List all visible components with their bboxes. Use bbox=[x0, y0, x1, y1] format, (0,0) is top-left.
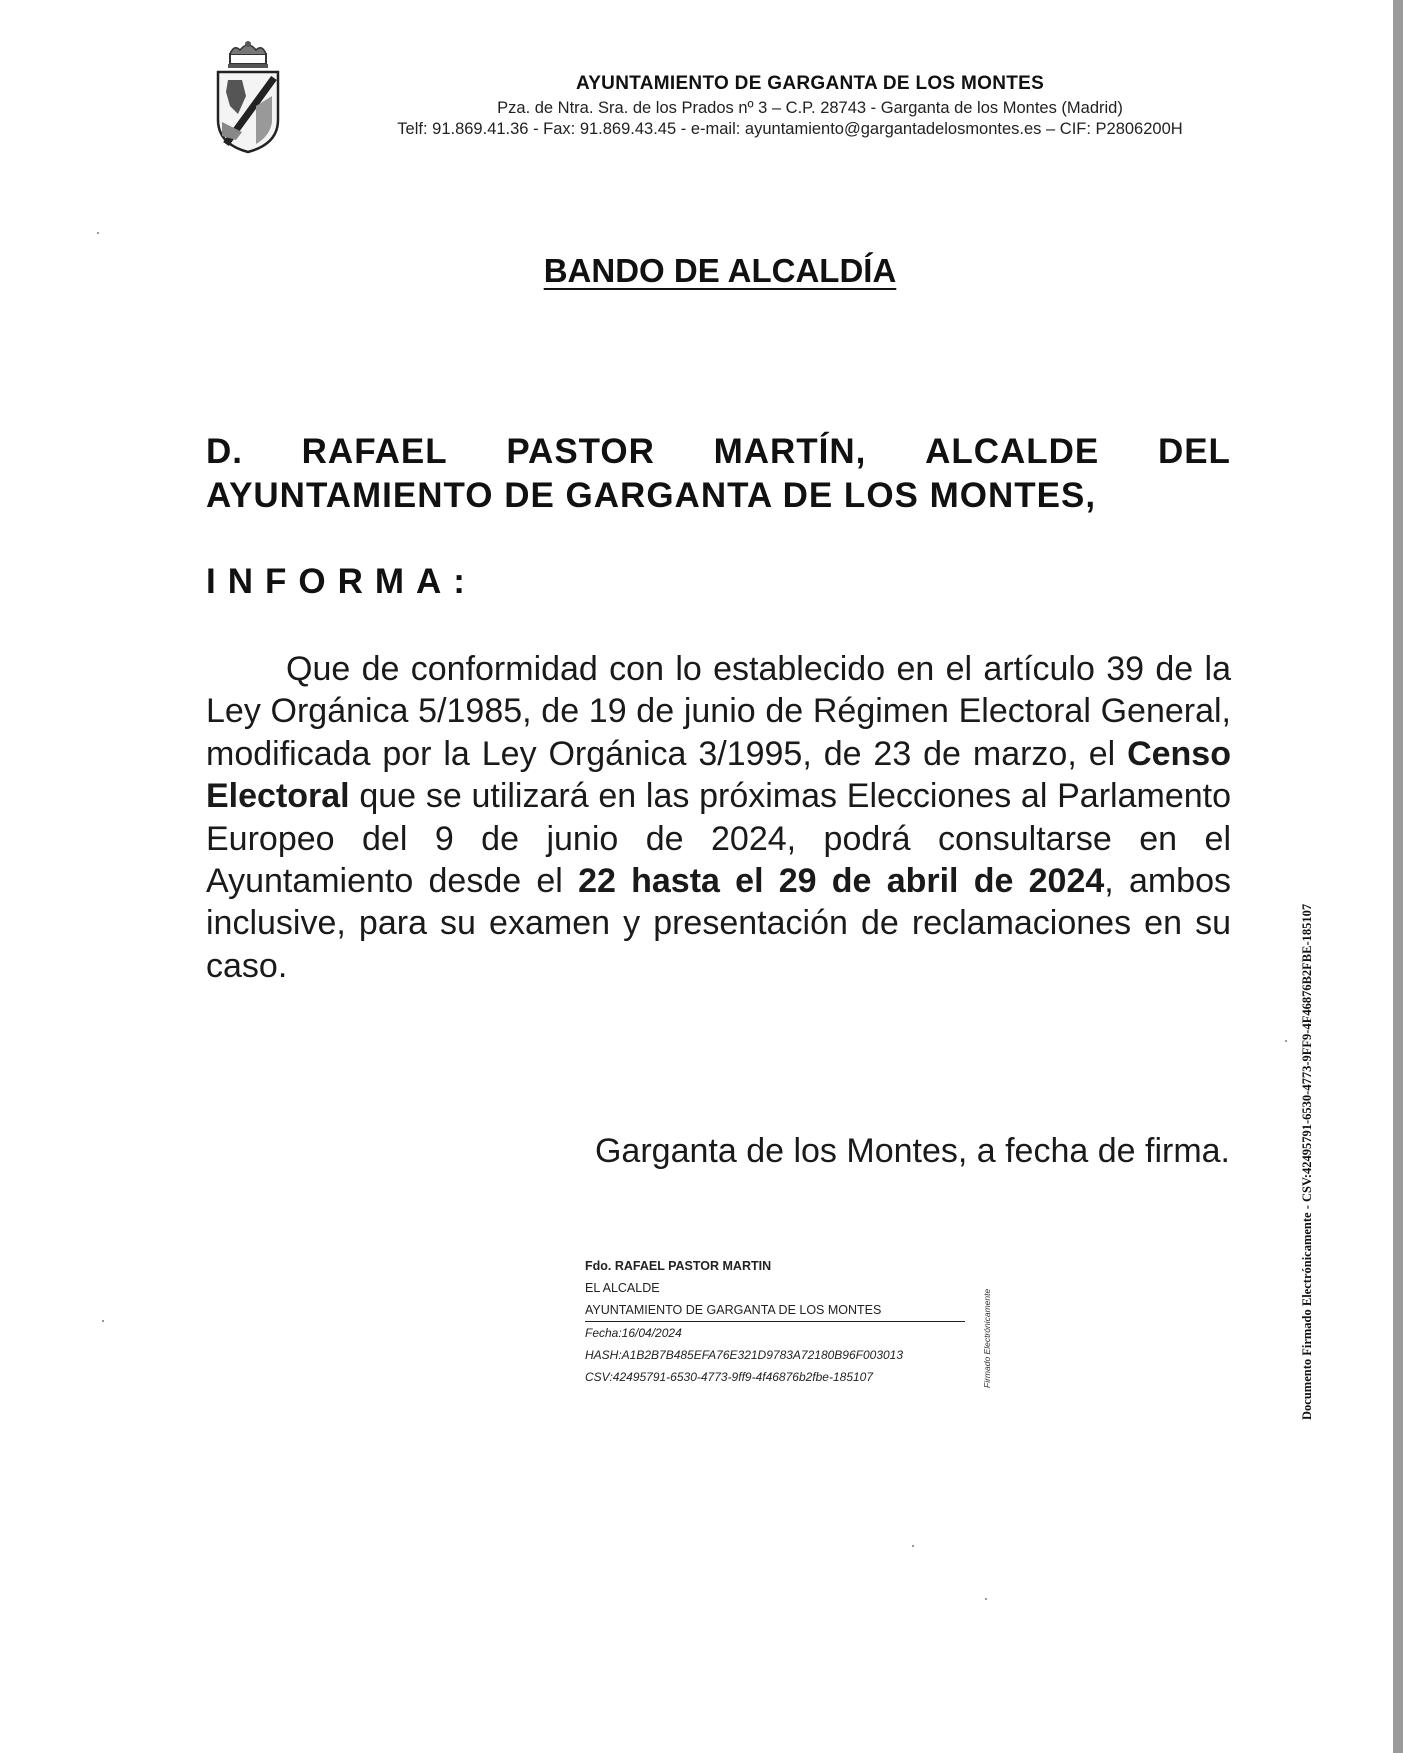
header-address: Pza. de Ntra. Sra. de los Prados nº 3 – C.P. 28743 - Garganta de los Montes (Madrid) bbox=[497, 99, 1123, 117]
coat-of-arms-logo bbox=[212, 40, 284, 156]
body-text-part2: que se utilizará en las próximas Elecciones al Parlamento Europeo del 9 de junio de 2024, podrá consultarse en el Ayuntamiento desde el bbox=[206, 777, 1231, 901]
signer-name: Fdo. RAFAEL PASTOR MARTIN bbox=[585, 1259, 772, 1273]
scan-speck bbox=[102, 1320, 104, 1322]
document-title-wrapper bbox=[0, 252, 1403, 290]
header-title: AYUNTAMIENTO DE GARGANTA DE LOS MONTES bbox=[575, 73, 1045, 94]
signature-vertical-note: Firmado Electrónicamente bbox=[982, 1288, 992, 1388]
document-title: BANDO DE ALCALDÍA bbox=[543, 252, 897, 289]
mayor-word: RAFAEL bbox=[301, 432, 448, 471]
mayor-word: PASTOR bbox=[506, 432, 655, 471]
scan-speck bbox=[985, 1598, 987, 1600]
header-contact: Telf: 91.869.41.36 - Fax: 91.869.43.45 - e-mail: ayuntamiento@gargantadelosmontes.es – CIF: P2806200H bbox=[397, 120, 1183, 138]
scan-speck bbox=[1285, 1040, 1287, 1042]
signature-hash: HASH:A1B2B7B485EFA76E321D9783A72180B96F003013 bbox=[585, 1348, 904, 1362]
mayor-heading-line2: AYUNTAMIENTO DE GARGANTA DE LOS MONTES, bbox=[206, 476, 1097, 515]
scan-speck bbox=[97, 232, 99, 234]
closing-line: Garganta de los Montes, a fecha de firma. bbox=[594, 1132, 1230, 1170]
signature-csv: CSV:42495791-6530-4773-9ff9-4f46876b2fbe-185107 bbox=[585, 1370, 874, 1384]
mayor-word: DEL bbox=[1157, 432, 1231, 471]
mayor-heading bbox=[206, 430, 1231, 518]
mayor-word: ALCALDE bbox=[925, 432, 1100, 471]
notice-body bbox=[206, 648, 1231, 987]
mayor-heading-line1 bbox=[206, 430, 1231, 474]
margin-csv-note: Documento Firmado Electrónicamente - CSV:42495791-6530-4773-9FF9-4F46876B2FBE-185107 bbox=[1300, 903, 1314, 1420]
mayor-word: MARTÍN, bbox=[713, 432, 867, 471]
scan-edge bbox=[1393, 0, 1403, 1753]
signature-block bbox=[585, 1255, 965, 1388]
body-bold-census: Censo Electoral bbox=[206, 734, 1231, 816]
body-text-part3: , ambos inclusive, para su examen y presentación de reclamaciones en su caso. bbox=[206, 862, 1231, 985]
scan-speck bbox=[912, 1545, 914, 1547]
signature-date: Fecha:16/04/2024 bbox=[585, 1326, 682, 1340]
informa-heading: INFORMA: bbox=[206, 562, 477, 601]
signer-role: EL ALCALDE bbox=[585, 1281, 660, 1295]
body-bold-dates: 22 hasta el 29 de abril de 2024 bbox=[578, 862, 1105, 901]
body-text-part1: Que de conformidad con lo establecido en el artículo 39 de la Ley Orgánica 5/1985, de 19 de junio de Régimen Electoral General, modificada por la Ley Orgánica 3/1995, de 23 de marzo, el bbox=[206, 650, 1231, 773]
mayor-word: D. bbox=[206, 432, 243, 471]
signer-organization: AYUNTAMIENTO DE GARGANTA DE LOS MONTES bbox=[585, 1299, 965, 1322]
